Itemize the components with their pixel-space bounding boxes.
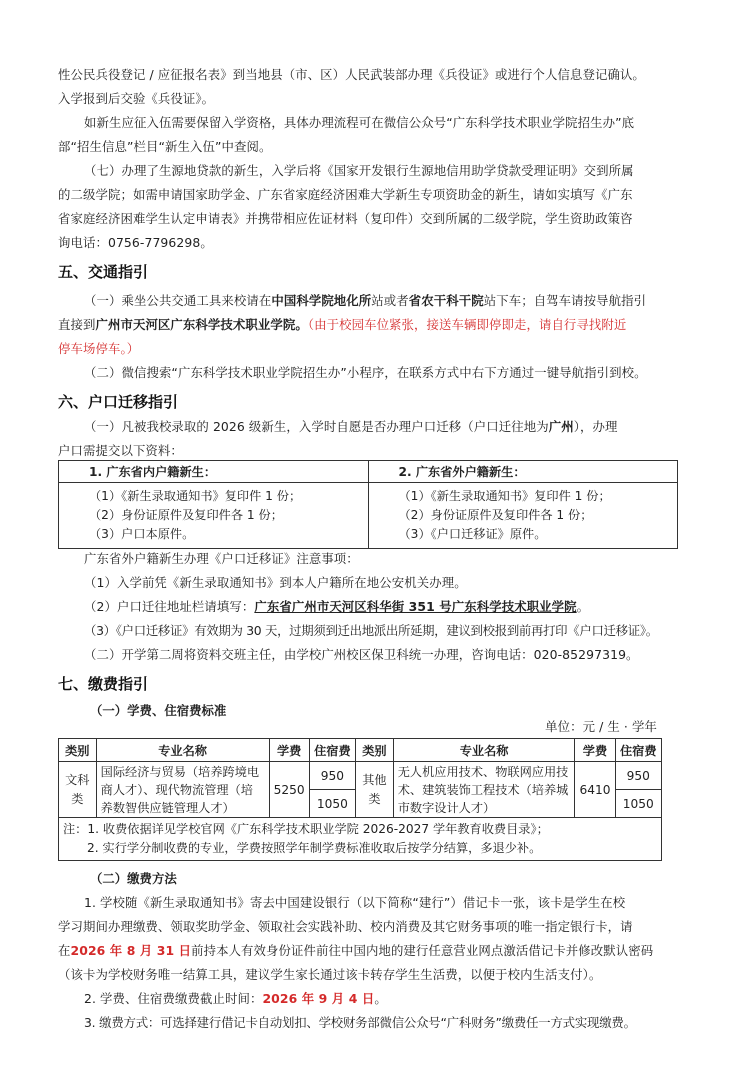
- hukou-col1-head: 1. 广东省内户籍新生：: [59, 461, 369, 483]
- text-line: 2. 学费、住宿费缴费截止时间：2026 年 9 月 4 日。: [84, 991, 387, 1006]
- major-cell: 国际经济与贸易（培养跨境电商人才）、现代物流管理（培养数智供应链管理人才）: [96, 762, 269, 818]
- text-line: （该卡为学校财务唯一结算工具，建议学生家长通过该卡转存学生生活费，以便于校内生活支付）。: [58, 967, 602, 982]
- text-line: 部“招生信息”栏目“新生入伍”中查阅。: [58, 139, 272, 154]
- dorm-fee-cell: 1050: [615, 790, 662, 818]
- section-title-hukou: 六、户口迁移指引: [58, 393, 179, 411]
- section-title-traffic: 五、交通指引: [58, 263, 149, 281]
- dorm-fee-cell: 950: [615, 762, 662, 790]
- dorm-fee-cell: 950: [309, 762, 355, 790]
- unit-label: 单位：元 / 生 · 学年: [545, 719, 657, 734]
- hukou-table: [58, 460, 678, 549]
- hukou-col2-items: （1）《新生录取通知书》复印件 1 份； （2）身份证原件及复印件各 1 份； （3）《户口迁移证》原件。: [368, 483, 678, 549]
- fee-table: [58, 738, 662, 861]
- header-cell: 类别: [356, 739, 394, 762]
- text-line: （2）户口迁往地址栏请填写：广东省广州市天河区科华街 351 号广东科学技术职业学院。: [84, 599, 590, 614]
- text-line: （二）开学第二周将资料交班主任，由学校广州校区保卫科统一办理，咨询电话：020-85297319。: [84, 647, 639, 662]
- text-line: 1. 学校随《新生录取通知书》寄去中国建设银行（以下简称“建行”）借记卡一张，该卡是学生在校: [84, 895, 626, 910]
- text-line: 询电话：0756-7796298。: [58, 235, 213, 250]
- text-line: 性公民兵役登记 / 应征报名表》到当地县（市、区）人民武装部办理《兵役证》或进行个人信息登记确认。: [58, 67, 645, 82]
- header-cell: 专业名称: [96, 739, 269, 762]
- text-line: 户口需提交以下资料：: [58, 443, 183, 458]
- text-line: 学习期间办理缴费、领取奖助学金、领取社会实践补助、校内消费及其它财务事项的唯一指定银行卡，请: [58, 919, 633, 934]
- text-line: 直接到广州市天河区广东科学技术职业学院。（由于校园车位紧张，接送车辆即停即走，请自行寻找附近: [58, 317, 627, 332]
- text-line: （一）凡被我校录取的 2026 级新生，入学时自愿是否办理户口迁移（户口迁往地为广州），办理: [84, 419, 618, 434]
- category-cell: 文科类: [59, 762, 97, 818]
- text-line: （七）办理了生源地贷款的新生，入学后将《国家开发银行生源地信用助学贷款受理证明》交到所属: [84, 163, 634, 178]
- text-line: 广东省外户籍新生办理《户口迁移证》注意事项：: [84, 551, 359, 566]
- category-cell: 其他类: [356, 762, 394, 818]
- header-cell: 专业名称: [393, 739, 575, 762]
- header-cell: 学费: [269, 739, 309, 762]
- text-line: 入学报到后交验《兵役证》。: [58, 91, 215, 106]
- major-cell: 无人机应用技术、物联网应用技术、建筑装饰工程技术（培养城市数字设计人才）: [393, 762, 575, 818]
- hukou-col2-head: 2. 广东省外户籍新生：: [368, 461, 678, 483]
- text-line: 在2026 年 8 月 31 日前持本人有效身份证件前往中国内地的建行任意营业网点激活借记卡并修改默认密码: [58, 943, 654, 958]
- text-line: （二）微信搜索“广东科学技术职业学院招生办”小程序，在联系方式中右下方通过一键导航指引到校。: [84, 365, 647, 380]
- text-line: 省家庭经济困难学生认定申请表》并携带相应佐证材料（复印件）交到所属的二级学院，学生资助政策咨: [58, 211, 633, 226]
- subsection-title: （二）缴费方法: [90, 871, 177, 886]
- text-line: （一）乘坐公共交通工具来校请在中国科学院地化所站或者省农干科干院站下车；自驾车请按导航指引: [84, 293, 647, 308]
- hukou-col1-items: （1）《新生录取通知书》复印件 1 份； （2）身份证原件及复印件各 1 份； （3）户口本原件。: [59, 483, 369, 549]
- text-line: 的二级学院；如需申请国家助学金、广东省家庭经济困难大学新生专项资助金的新生，请如实填写《广东: [58, 187, 633, 202]
- fee-note: 注：1. 收费依据详见学校官网《广东科学技术职业学院 2026-2027 学年教育收费目录》； 2. 实行学分制收费的专业，学费按照学年制学费标准收取后按学分结算，多退少补。: [59, 818, 662, 861]
- section-title-fees: 七、缴费指引: [58, 675, 149, 693]
- header-cell: 类别: [59, 739, 97, 762]
- tuition-cell: 6410: [575, 762, 615, 818]
- tuition-cell: 5250: [269, 762, 309, 818]
- text-line: （3）《户口迁移证》有效期为 30 天，过期须到迁出地派出所延期，建议到校报到前再打印《户口迁移证》。: [84, 623, 658, 638]
- text-line: （1）入学前凭《新生录取通知书》到本人户籍所在地公安机关办理。: [84, 575, 467, 590]
- text-line: 3. 缴费方式：可选择建行借记卡自动划扣、学校财务部微信公众号“广科财务”缴费任一方式实现缴费。: [84, 1015, 636, 1030]
- text-line: 停车场停车。）: [58, 341, 140, 356]
- header-cell: 住宿费: [615, 739, 662, 762]
- dorm-fee-cell: 1050: [309, 790, 355, 818]
- header-cell: 住宿费: [309, 739, 355, 762]
- text-line: 如新生应征入伍需要保留入学资格，具体办理流程可在微信公众号“广东科学技术职业学院招生办”底: [84, 115, 635, 130]
- header-cell: 学费: [575, 739, 615, 762]
- subsection-title: （一）学费、住宿费标准: [90, 703, 227, 718]
